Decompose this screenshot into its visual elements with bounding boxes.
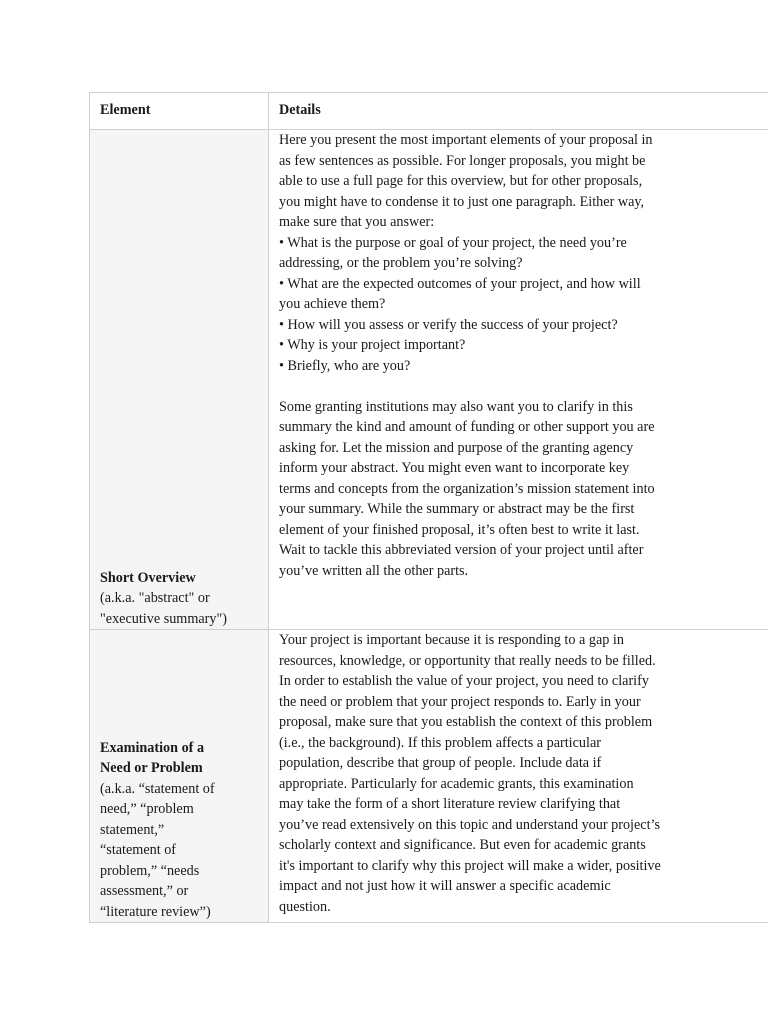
details-closing: Some granting institutions may also want you to clarify in this summary the kind and amount of funding or other support you are asking for. Let the mission and purpose of the granting agency inform your abstract. You might even want to incorporate key terms and concepts from the organization’s mission statement into your summary. While the summary or abstract may be the first element of your finished proposal, it’s often best to write it last. Wait to tackle this abbreviated version of your project until after you’ve written all the other parts. [279, 398, 655, 579]
details-bullet: • Briefly, who are you? [279, 357, 411, 374]
details-intro: Your project is important because it is responding to a gap in resources, knowledge, or opportunity that really needs to be filled. In order to establish the value of your project, you need to clarify the need or problem that your project responds to. Early in your proposal, make sure that you establish the context of this problem (i.e., the background). If this problem affects a particular population, describe that group of people. Include data if appropriate. Particularly for academic grants, this examination may take the form of a short literature review clarifying that you’ve read extensively on this topic and understand your project’s scholarly context and significance. But even for academic grants it's important to clarify why this project will make a wider, positive impact and not just how it will answer a specific academic question. [279, 632, 661, 915]
element-aka: (a.k.a. “statement of need,” “problem statement,” “statement of problem,” “needs assessment,” or “literature review”) [100, 780, 215, 920]
element-cell [90, 130, 269, 630]
element-cell [90, 630, 269, 923]
details-cell [269, 630, 768, 923]
details-cell [269, 130, 768, 630]
details-bullet: • What are the expected outcomes of your project, and how will you achieve them? [279, 275, 641, 312]
table-row [90, 630, 768, 923]
proposal-elements-table [89, 92, 768, 923]
table-header-row [90, 93, 768, 130]
details-bullet: • What is the purpose or goal of your project, the need you’re addressing, or the problem you’re solving? [279, 234, 627, 271]
table-row [90, 130, 768, 630]
element-name: Examination of a Need or Problem [100, 739, 205, 776]
details-intro: Here you present the most important elements of your proposal in as few sentences as possible. For longer proposals, you might be able to use a full page for this overview, but for other proposals, you might have to condense it to just one paragraph. Either way, make sure that you answer: [279, 132, 653, 230]
details-bullet: • Why is your project important? [279, 337, 466, 353]
column-header-details: Details [269, 93, 768, 130]
column-header-element: Element [90, 93, 269, 130]
element-aka: (a.k.a. "abstract" or "executive summary") [100, 590, 228, 627]
element-name: Short Overview [100, 569, 196, 586]
details-bullet: • How will you assess or verify the success of your project? [279, 316, 618, 333]
